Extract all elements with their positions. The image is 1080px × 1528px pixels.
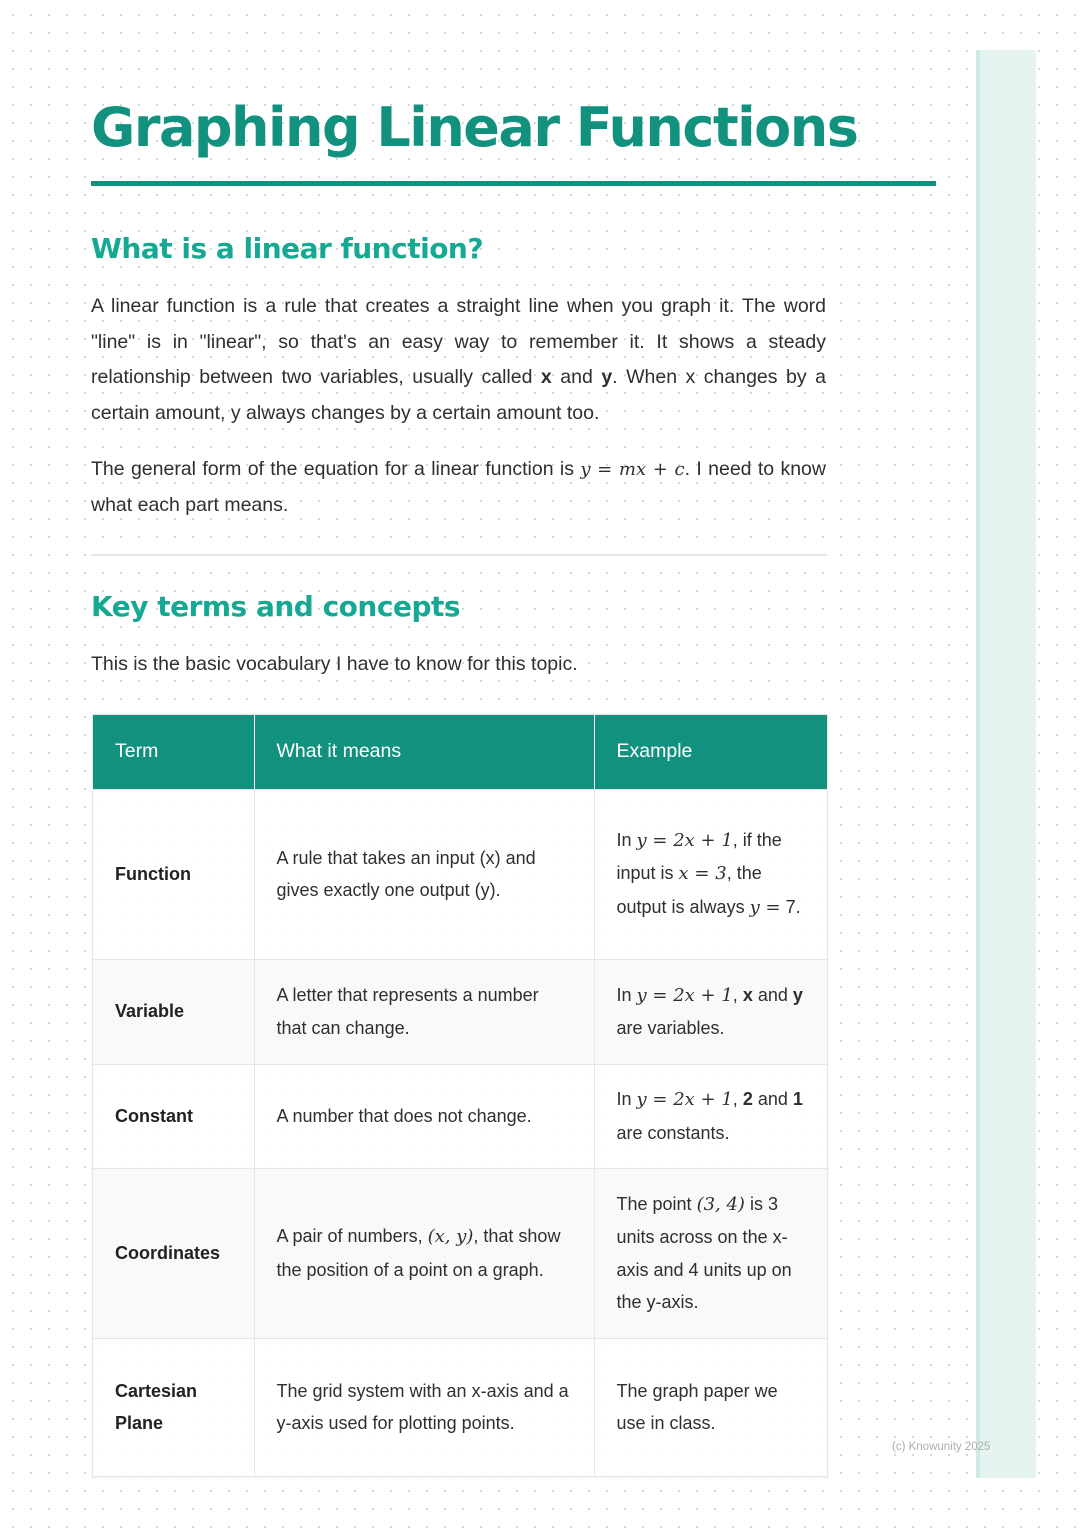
meaning-cell: The grid system with an x-axis and a y-axis used for plotting points. xyxy=(254,1338,594,1476)
term-cell: Variable xyxy=(93,959,254,1064)
term-cell: Constant xyxy=(93,1064,254,1168)
example-text: and xyxy=(752,1089,793,1109)
table-row xyxy=(93,789,827,959)
example-text: In xyxy=(616,829,637,850)
meaning-cell: A rule that takes an input (x) and gives exactly one output (y). xyxy=(254,789,594,959)
table-row xyxy=(93,959,827,1064)
example-equation: y = 2x + 1 xyxy=(636,829,733,851)
meaning-text: A pair of numbers, xyxy=(276,1226,428,1246)
example-bold: y xyxy=(792,984,803,1005)
term-cell: Cartesian Plane xyxy=(93,1338,254,1476)
example-equation: x = 3 xyxy=(678,863,727,885)
example-equation: y = xyxy=(749,896,781,918)
general-form-text-end: . I need to know what each part means. xyxy=(91,458,826,516)
example-cell xyxy=(594,959,827,1064)
intro-text-end: . When x changes by a certain amount, y always changes by a certain amount too. xyxy=(91,366,826,424)
meaning-text: , that show the position of a point on a graph. xyxy=(276,1226,561,1280)
table-row xyxy=(93,1168,827,1338)
section-divider xyxy=(91,554,827,556)
example-cell xyxy=(594,1064,827,1168)
example-text: , xyxy=(732,1089,743,1109)
general-form-equation: y = mx + c xyxy=(580,459,685,480)
copyright-footer: (c) Knowunity 2025 xyxy=(892,1441,991,1453)
intro-paragraph xyxy=(91,289,826,431)
header-example: Example xyxy=(594,715,827,789)
example-cell xyxy=(594,1168,827,1338)
intro-text-part: A linear function is a rule that creates a straight line when you graph it. The word "line" is in "linear", so that's an easy way to remember it. It shows a steady relationship between two variables, usually called xyxy=(91,295,826,388)
example-cell: The graph paper we use in class. xyxy=(594,1338,827,1476)
table-header-row xyxy=(93,715,827,789)
page-title: Graphing Linear Functions xyxy=(91,96,858,159)
example-text: In xyxy=(616,984,637,1005)
meaning-cell: A letter that represents a number that can change. xyxy=(254,959,594,1064)
example-text: In xyxy=(616,1089,637,1109)
example-text: and xyxy=(752,984,793,1005)
term-cell: Coordinates xyxy=(93,1168,254,1338)
key-terms-intro: This is the basic vocabulary I have to know for this topic. xyxy=(91,653,578,675)
example-bold: 1 xyxy=(792,1089,803,1109)
section-heading-what-is-linear-function: What is a linear function? xyxy=(91,232,484,265)
example-cell xyxy=(594,789,827,959)
section-heading-key-terms: Key terms and concepts xyxy=(91,590,461,623)
example-text: is 3 units across on the x-axis and 4 units up on the y-axis. xyxy=(616,1193,792,1312)
example-text: , if the input is xyxy=(616,829,782,884)
term-cell: Function xyxy=(93,789,254,959)
example-bold: x xyxy=(742,984,753,1005)
variable-x-bold: x xyxy=(540,366,552,388)
intro-text-and: and xyxy=(551,366,602,388)
header-meaning: What it means xyxy=(254,715,594,789)
variable-y-bold: y xyxy=(601,366,613,388)
example-equation: y = 2x + 1 xyxy=(636,984,733,1006)
key-terms-table xyxy=(92,714,828,1477)
example-equation: y = 2x + 1 xyxy=(636,1089,733,1110)
table-row xyxy=(93,1338,827,1476)
example-text: , the output is always xyxy=(616,863,762,917)
example-text: , xyxy=(732,984,743,1005)
notebook-margin-strip xyxy=(976,50,1036,1478)
example-equation: (3, 4) xyxy=(696,1193,745,1215)
table-row xyxy=(93,1064,827,1168)
meaning-cell: A number that does not change. xyxy=(254,1064,594,1168)
general-form-paragraph xyxy=(91,452,826,523)
title-underline xyxy=(91,181,936,186)
general-form-text: The general form of the equation for a linear function is xyxy=(91,458,581,480)
example-bold: 2 xyxy=(742,1089,753,1109)
header-term: Term xyxy=(93,715,254,789)
meaning-cell xyxy=(254,1168,594,1338)
example-text: 7. xyxy=(780,896,801,917)
example-text: are constants. xyxy=(616,1122,730,1143)
example-text: are variables. xyxy=(616,1018,725,1038)
meaning-math: (x, y) xyxy=(427,1226,474,1247)
example-text: The point xyxy=(616,1193,697,1214)
